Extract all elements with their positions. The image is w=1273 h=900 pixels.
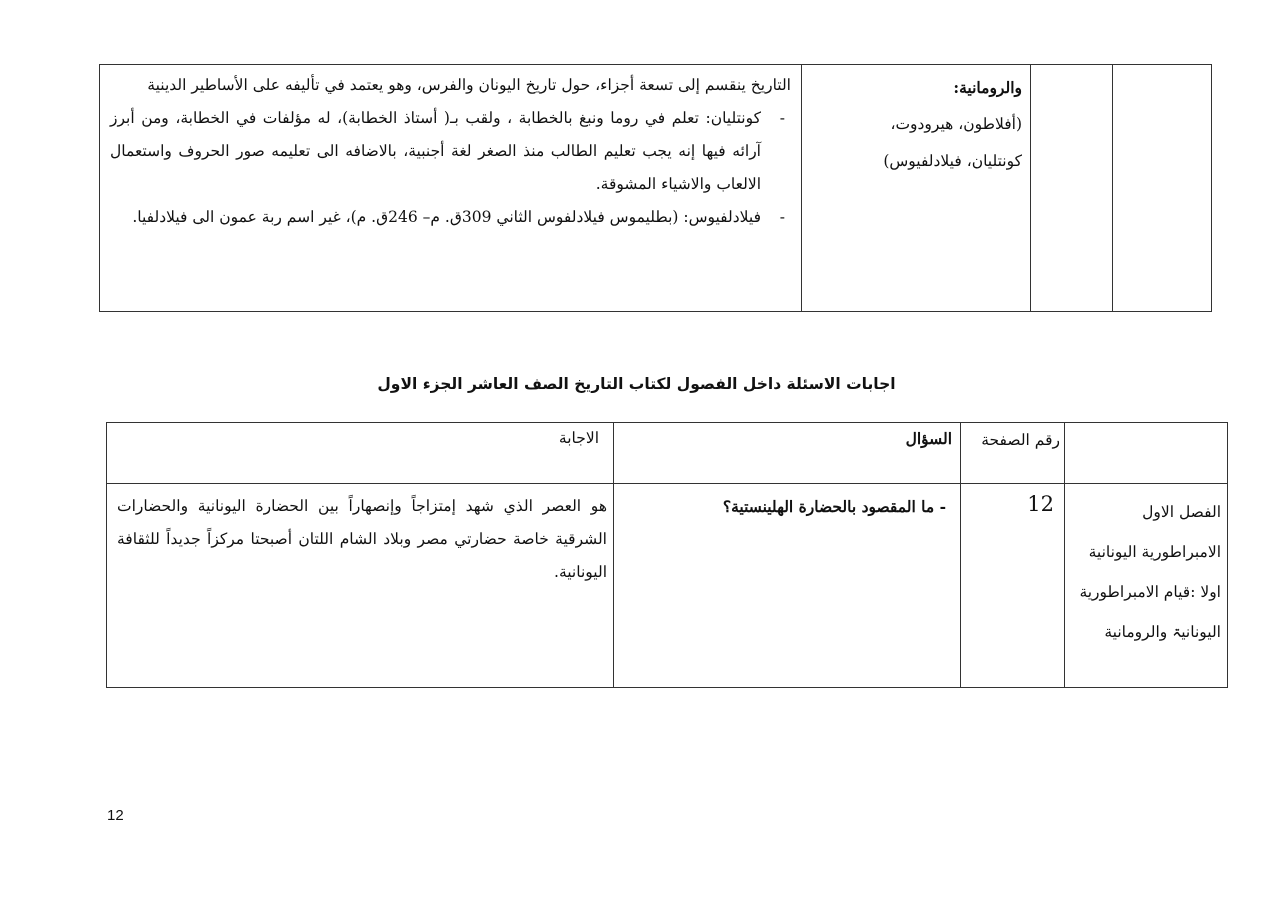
bullet-text: كونتليان: تعلم في روما ونبغ بالخطابة ، ولقب بـ( أستاذ الخطابة)، له مؤلفات في الخطابة، ومن أبرز آرائه فيها إنه يجب تعليم الطالب منذ الصغر لغة أجنبية، بالاضافه الى تعليمه صور الحروف واستعمال الالعاب والاشياء المشوقة. — [110, 109, 761, 193]
chapter-line: اليونانيۃ والرومانية — [1104, 623, 1221, 641]
page-number: 12 — [107, 807, 124, 824]
bullet-text: فيلادلفيوس: (بطليموس فيلادلفوس الثاني 309ق. م– 246ق. م)، غير اسم ربة عمون الى فيلادلفيا. — [132, 208, 761, 226]
names-title: والرومانية: — [953, 78, 1022, 97]
bullet-dash: - — [779, 109, 785, 127]
page-number-cell: 12 — [961, 484, 1065, 688]
intro-paragraph: التاريخ ينقسم إلى تسعة أجزاء، حول تاريخ اليونان والفرس، وهو يعتمد في تأليفه على الأساطير الدينية — [147, 76, 791, 94]
header-answer: الاجابة — [107, 423, 614, 484]
names-line: (أفلاطون، هيرودوت، — [890, 115, 1022, 133]
qa-table — [106, 422, 1228, 688]
chapter-cell — [1065, 484, 1228, 688]
names-line: كونتليان، فيلادلفيوس) — [883, 152, 1022, 170]
header-page-number: رقم الصفحة — [961, 423, 1065, 484]
chapter-line: الامبراطورية اليونانية — [1088, 543, 1221, 561]
section-heading: اجابات الاسئلة داخل الفصول لكتاب التاريخ الصف العاشر الجزء الاول — [377, 375, 896, 393]
chapter-line: الفصل الاول — [1142, 503, 1221, 521]
chapter-line: اولا :قيام الامبراطورية — [1079, 583, 1221, 601]
bullet-quintilian — [110, 102, 791, 201]
table-header-row — [107, 423, 1228, 484]
empty-cell — [1113, 65, 1212, 312]
bullet-philadelphus — [110, 201, 791, 234]
names-cell — [802, 65, 1031, 312]
history-figures-table — [99, 64, 1212, 312]
empty-cell — [1031, 65, 1113, 312]
table-row — [100, 65, 1212, 312]
answer-cell: هو العصر الذي شهد إمتزاجاً وإنصهاراً بين الحضارة اليونانية والحضارات الشرقية خاصة حضارتي مصر وبلاد الشام اللتان أصبحتا مركزاً جديداً للثقافة اليونانية. — [107, 484, 614, 688]
bullet-dash: - — [779, 208, 785, 226]
description-cell — [100, 65, 802, 312]
header-chapter — [1065, 423, 1228, 484]
header-question: السؤال — [614, 423, 961, 484]
question-cell: - ما المقصود بالحضارة الهلينستية؟ — [614, 484, 961, 688]
table-row — [107, 484, 1228, 688]
